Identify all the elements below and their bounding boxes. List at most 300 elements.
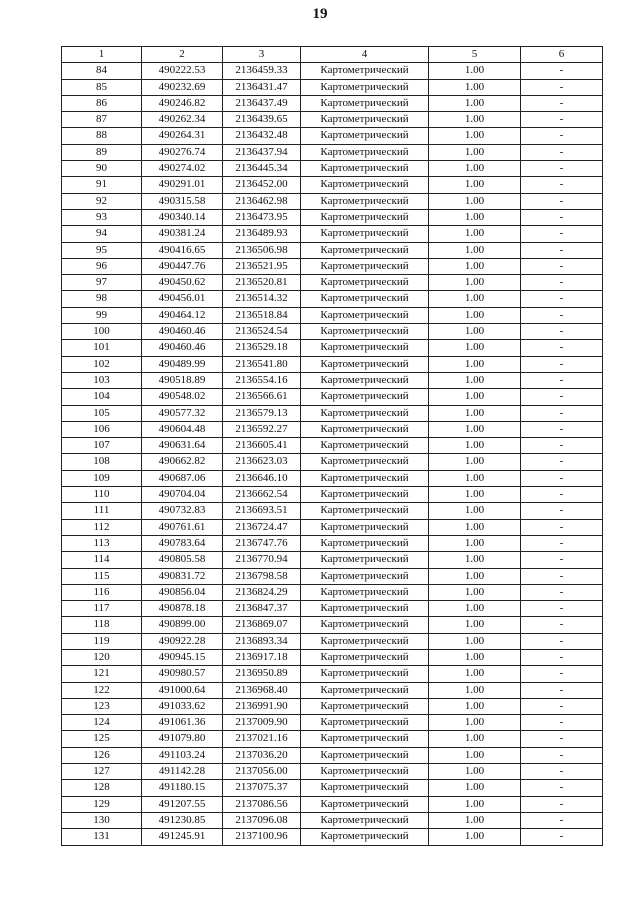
note-cell: - [521,340,603,356]
method-cell: Картометрический [301,568,429,584]
x-coordinate-cell: 490464.12 [142,307,223,323]
y-coordinate-cell: 2136917.18 [223,649,301,665]
table-row [62,242,603,258]
method-cell: Картометрический [301,242,429,258]
table-row [62,438,603,454]
table-row [62,63,603,79]
x-coordinate-cell: 490878.18 [142,601,223,617]
method-cell: Картометрический [301,161,429,177]
accuracy-cell: 1.00 [429,307,521,323]
note-cell: - [521,731,603,747]
point-number-cell: 123 [62,698,142,714]
y-coordinate-cell: 2137075.37 [223,780,301,796]
accuracy-cell: 1.00 [429,503,521,519]
x-coordinate-cell: 490980.57 [142,666,223,682]
accuracy-cell: 1.00 [429,258,521,274]
y-coordinate-cell: 2136506.98 [223,242,301,258]
column-header: 4 [301,47,429,63]
y-coordinate-cell: 2136518.84 [223,307,301,323]
point-number-cell: 109 [62,470,142,486]
point-number-cell: 113 [62,535,142,551]
accuracy-cell: 1.00 [429,63,521,79]
point-number-cell: 129 [62,796,142,812]
table-header-row [62,47,603,63]
column-header: 1 [62,47,142,63]
x-coordinate-cell: 491180.15 [142,780,223,796]
table-row [62,79,603,95]
accuracy-cell: 1.00 [429,552,521,568]
y-coordinate-cell: 2136798.58 [223,568,301,584]
x-coordinate-cell: 490577.32 [142,405,223,421]
y-coordinate-cell: 2136605.41 [223,438,301,454]
accuracy-cell: 1.00 [429,372,521,388]
y-coordinate-cell: 2136869.07 [223,617,301,633]
note-cell: - [521,356,603,372]
method-cell: Картометрический [301,389,429,405]
accuracy-cell: 1.00 [429,128,521,144]
point-number-cell: 89 [62,144,142,160]
note-cell: - [521,796,603,812]
accuracy-cell: 1.00 [429,421,521,437]
point-number-cell: 87 [62,112,142,128]
table-row [62,226,603,242]
table-row [62,112,603,128]
note-cell: - [521,812,603,828]
accuracy-cell: 1.00 [429,617,521,633]
x-coordinate-cell: 490604.48 [142,421,223,437]
method-cell: Картометрический [301,487,429,503]
point-number-cell: 90 [62,161,142,177]
note-cell: - [521,258,603,274]
accuracy-cell: 1.00 [429,177,521,193]
accuracy-cell: 1.00 [429,764,521,780]
table-row [62,715,603,731]
point-number-cell: 92 [62,193,142,209]
method-cell: Картометрический [301,356,429,372]
y-coordinate-cell: 2136662.54 [223,487,301,503]
y-coordinate-cell: 2136437.49 [223,95,301,111]
note-cell: - [521,764,603,780]
accuracy-cell: 1.00 [429,487,521,503]
y-coordinate-cell: 2136524.54 [223,324,301,340]
y-coordinate-cell: 2136445.34 [223,161,301,177]
x-coordinate-cell: 491061.36 [142,715,223,731]
column-header: 2 [142,47,223,63]
table-row [62,307,603,323]
note-cell: - [521,568,603,584]
point-number-cell: 131 [62,829,142,845]
point-number-cell: 115 [62,568,142,584]
method-cell: Картометрический [301,796,429,812]
table-row [62,487,603,503]
point-number-cell: 86 [62,95,142,111]
point-number-cell: 84 [62,63,142,79]
accuracy-cell: 1.00 [429,715,521,731]
point-number-cell: 104 [62,389,142,405]
accuracy-cell: 1.00 [429,519,521,535]
y-coordinate-cell: 2136462.98 [223,193,301,209]
point-number-cell: 93 [62,209,142,225]
point-number-cell: 130 [62,812,142,828]
point-number-cell: 96 [62,258,142,274]
accuracy-cell: 1.00 [429,193,521,209]
point-number-cell: 100 [62,324,142,340]
x-coordinate-cell: 490460.46 [142,340,223,356]
x-coordinate-cell: 490922.28 [142,633,223,649]
point-number-cell: 106 [62,421,142,437]
table-row [62,291,603,307]
method-cell: Картометрический [301,584,429,600]
table-row [62,340,603,356]
method-cell: Картометрический [301,209,429,225]
method-cell: Картометрический [301,275,429,291]
x-coordinate-cell: 490447.76 [142,258,223,274]
point-number-cell: 85 [62,79,142,95]
y-coordinate-cell: 2136592.27 [223,421,301,437]
x-coordinate-cell: 490805.58 [142,552,223,568]
y-coordinate-cell: 2136437.94 [223,144,301,160]
y-coordinate-cell: 2136724.47 [223,519,301,535]
accuracy-cell: 1.00 [429,226,521,242]
x-coordinate-cell: 490450.62 [142,275,223,291]
note-cell: - [521,666,603,682]
method-cell: Картометрический [301,340,429,356]
coordinates-table [61,46,603,846]
table-row [62,666,603,682]
table-row [62,95,603,111]
accuracy-cell: 1.00 [429,161,521,177]
point-number-cell: 125 [62,731,142,747]
method-cell: Картометрический [301,698,429,714]
table-row [62,731,603,747]
note-cell: - [521,193,603,209]
point-number-cell: 91 [62,177,142,193]
y-coordinate-cell: 2136646.10 [223,470,301,486]
accuracy-cell: 1.00 [429,291,521,307]
method-cell: Картометрический [301,764,429,780]
y-coordinate-cell: 2136991.90 [223,698,301,714]
x-coordinate-cell: 491245.91 [142,829,223,845]
column-header: 6 [521,47,603,63]
note-cell: - [521,372,603,388]
accuracy-cell: 1.00 [429,112,521,128]
table-row [62,193,603,209]
table-row [62,764,603,780]
method-cell: Картометрический [301,324,429,340]
point-number-cell: 116 [62,584,142,600]
accuracy-cell: 1.00 [429,649,521,665]
point-number-cell: 95 [62,242,142,258]
table-row [62,812,603,828]
method-cell: Картометрический [301,372,429,388]
note-cell: - [521,454,603,470]
note-cell: - [521,519,603,535]
method-cell: Картометрический [301,535,429,551]
note-cell: - [521,242,603,258]
accuracy-cell: 1.00 [429,796,521,812]
accuracy-cell: 1.00 [429,324,521,340]
point-number-cell: 112 [62,519,142,535]
table-row [62,682,603,698]
accuracy-cell: 1.00 [429,79,521,95]
table-row [62,796,603,812]
x-coordinate-cell: 490262.34 [142,112,223,128]
x-coordinate-cell: 490274.02 [142,161,223,177]
point-number-cell: 114 [62,552,142,568]
point-number-cell: 120 [62,649,142,665]
table-row [62,128,603,144]
method-cell: Картометрический [301,63,429,79]
accuracy-cell: 1.00 [429,340,521,356]
y-coordinate-cell: 2136554.16 [223,372,301,388]
point-number-cell: 128 [62,780,142,796]
x-coordinate-cell: 490732.83 [142,503,223,519]
note-cell: - [521,617,603,633]
y-coordinate-cell: 2136693.51 [223,503,301,519]
table-row [62,144,603,160]
note-cell: - [521,633,603,649]
accuracy-cell: 1.00 [429,95,521,111]
y-coordinate-cell: 2137086.56 [223,796,301,812]
method-cell: Картометрический [301,780,429,796]
x-coordinate-cell: 490232.69 [142,79,223,95]
y-coordinate-cell: 2136566.61 [223,389,301,405]
note-cell: - [521,79,603,95]
point-number-cell: 97 [62,275,142,291]
method-cell: Картометрический [301,682,429,698]
method-cell: Картометрический [301,503,429,519]
accuracy-cell: 1.00 [429,275,521,291]
accuracy-cell: 1.00 [429,633,521,649]
note-cell: - [521,715,603,731]
point-number-cell: 101 [62,340,142,356]
x-coordinate-cell: 490489.99 [142,356,223,372]
table-row [62,177,603,193]
note-cell: - [521,177,603,193]
accuracy-cell: 1.00 [429,389,521,405]
y-coordinate-cell: 2136473.95 [223,209,301,225]
note-cell: - [521,682,603,698]
note-cell: - [521,829,603,845]
table-row [62,421,603,437]
y-coordinate-cell: 2136514.32 [223,291,301,307]
method-cell: Картометрический [301,747,429,763]
method-cell: Картометрический [301,79,429,95]
note-cell: - [521,698,603,714]
accuracy-cell: 1.00 [429,584,521,600]
y-coordinate-cell: 2136432.48 [223,128,301,144]
method-cell: Картометрический [301,438,429,454]
column-header: 3 [223,47,301,63]
method-cell: Картометрический [301,226,429,242]
y-coordinate-cell: 2136847.37 [223,601,301,617]
note-cell: - [521,161,603,177]
note-cell: - [521,275,603,291]
y-coordinate-cell: 2137056.00 [223,764,301,780]
note-cell: - [521,95,603,111]
table-row [62,503,603,519]
point-number-cell: 103 [62,372,142,388]
point-number-cell: 88 [62,128,142,144]
note-cell: - [521,226,603,242]
method-cell: Картометрический [301,731,429,747]
point-number-cell: 122 [62,682,142,698]
note-cell: - [521,324,603,340]
table-row [62,209,603,225]
method-cell: Картометрический [301,519,429,535]
column-header: 5 [429,47,521,63]
x-coordinate-cell: 490416.65 [142,242,223,258]
x-coordinate-cell: 490831.72 [142,568,223,584]
x-coordinate-cell: 491142.28 [142,764,223,780]
note-cell: - [521,209,603,225]
y-coordinate-cell: 2136623.03 [223,454,301,470]
table-row [62,698,603,714]
table-row [62,470,603,486]
method-cell: Картометрический [301,291,429,307]
note-cell: - [521,63,603,79]
table-row [62,552,603,568]
point-number-cell: 99 [62,307,142,323]
x-coordinate-cell: 490291.01 [142,177,223,193]
method-cell: Картометрический [301,617,429,633]
table-row [62,454,603,470]
table-row [62,356,603,372]
y-coordinate-cell: 2137009.90 [223,715,301,731]
table-body [62,63,603,845]
table-row [62,258,603,274]
accuracy-cell: 1.00 [429,454,521,470]
method-cell: Картометрический [301,552,429,568]
note-cell: - [521,438,603,454]
y-coordinate-cell: 2136489.93 [223,226,301,242]
note-cell: - [521,291,603,307]
table-row [62,372,603,388]
y-coordinate-cell: 2136747.76 [223,535,301,551]
y-coordinate-cell: 2137100.96 [223,829,301,845]
x-coordinate-cell: 490460.46 [142,324,223,340]
table-row [62,601,603,617]
point-number-cell: 118 [62,617,142,633]
x-coordinate-cell: 490276.74 [142,144,223,160]
point-number-cell: 126 [62,747,142,763]
method-cell: Картометрический [301,470,429,486]
accuracy-cell: 1.00 [429,731,521,747]
note-cell: - [521,747,603,763]
table-row [62,617,603,633]
point-number-cell: 107 [62,438,142,454]
x-coordinate-cell: 490783.64 [142,535,223,551]
accuracy-cell: 1.00 [429,209,521,225]
note-cell: - [521,470,603,486]
x-coordinate-cell: 490687.06 [142,470,223,486]
y-coordinate-cell: 2136452.00 [223,177,301,193]
method-cell: Картометрический [301,112,429,128]
method-cell: Картометрический [301,144,429,160]
method-cell: Картометрический [301,454,429,470]
point-number-cell: 124 [62,715,142,731]
note-cell: - [521,389,603,405]
table-row [62,829,603,845]
note-cell: - [521,584,603,600]
x-coordinate-cell: 490222.53 [142,63,223,79]
method-cell: Картометрический [301,95,429,111]
method-cell: Картометрический [301,715,429,731]
accuracy-cell: 1.00 [429,747,521,763]
y-coordinate-cell: 2137036.20 [223,747,301,763]
y-coordinate-cell: 2136439.65 [223,112,301,128]
method-cell: Картометрический [301,177,429,193]
note-cell: - [521,421,603,437]
table-row [62,275,603,291]
table-row [62,633,603,649]
accuracy-cell: 1.00 [429,144,521,160]
accuracy-cell: 1.00 [429,812,521,828]
point-number-cell: 105 [62,405,142,421]
accuracy-cell: 1.00 [429,470,521,486]
table-row [62,649,603,665]
note-cell: - [521,535,603,551]
note-cell: - [521,112,603,128]
table-row [62,568,603,584]
x-coordinate-cell: 490381.24 [142,226,223,242]
y-coordinate-cell: 2136459.33 [223,63,301,79]
x-coordinate-cell: 491103.24 [142,747,223,763]
point-number-cell: 110 [62,487,142,503]
accuracy-cell: 1.00 [429,405,521,421]
table-row [62,780,603,796]
y-coordinate-cell: 2137096.08 [223,812,301,828]
x-coordinate-cell: 490662.82 [142,454,223,470]
note-cell: - [521,503,603,519]
point-number-cell: 127 [62,764,142,780]
point-number-cell: 102 [62,356,142,372]
accuracy-cell: 1.00 [429,535,521,551]
note-cell: - [521,307,603,323]
table-row [62,161,603,177]
method-cell: Картометрический [301,666,429,682]
method-cell: Картометрический [301,421,429,437]
accuracy-cell: 1.00 [429,666,521,682]
note-cell: - [521,487,603,503]
y-coordinate-cell: 2136521.95 [223,258,301,274]
x-coordinate-cell: 490518.89 [142,372,223,388]
point-number-cell: 108 [62,454,142,470]
note-cell: - [521,601,603,617]
y-coordinate-cell: 2136431.47 [223,79,301,95]
x-coordinate-cell: 490856.04 [142,584,223,600]
note-cell: - [521,552,603,568]
point-number-cell: 98 [62,291,142,307]
x-coordinate-cell: 490761.61 [142,519,223,535]
accuracy-cell: 1.00 [429,601,521,617]
note-cell: - [521,405,603,421]
method-cell: Картометрический [301,128,429,144]
y-coordinate-cell: 2136770.94 [223,552,301,568]
y-coordinate-cell: 2136950.89 [223,666,301,682]
x-coordinate-cell: 491230.85 [142,812,223,828]
note-cell: - [521,780,603,796]
y-coordinate-cell: 2136824.29 [223,584,301,600]
method-cell: Картометрический [301,193,429,209]
x-coordinate-cell: 491000.64 [142,682,223,698]
y-coordinate-cell: 2136529.18 [223,340,301,356]
x-coordinate-cell: 490246.82 [142,95,223,111]
y-coordinate-cell: 2136541.80 [223,356,301,372]
note-cell: - [521,649,603,665]
method-cell: Картометрический [301,649,429,665]
y-coordinate-cell: 2136968.40 [223,682,301,698]
